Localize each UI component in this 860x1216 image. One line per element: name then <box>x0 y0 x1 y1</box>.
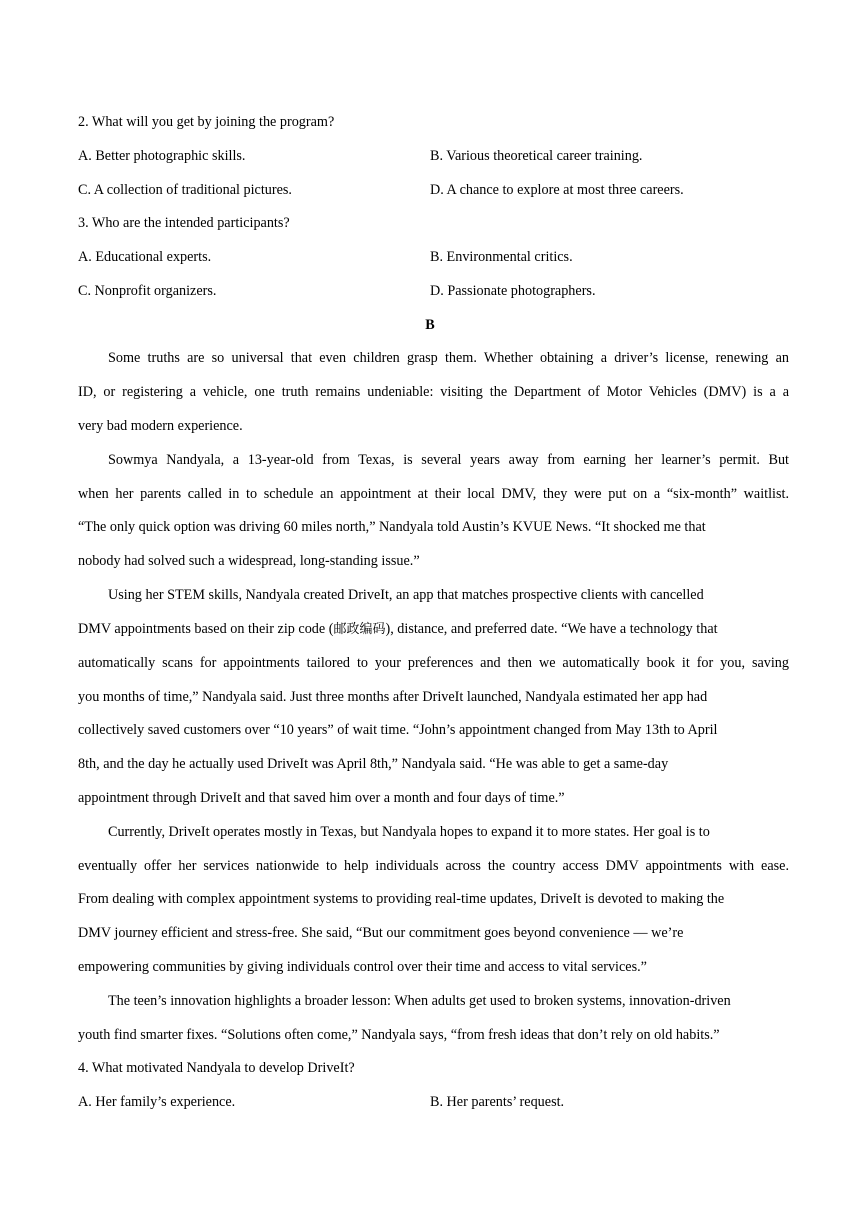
chinese-gloss: 邮政编码 <box>333 622 386 637</box>
q2-option-c: C. A collection of traditional pictures. <box>78 182 292 198</box>
passage-line: very bad modern experience. <box>78 418 243 434</box>
passage-text: ), distance, and preferred date. “We have a technology that <box>385 621 718 637</box>
q2-option-d: D. A chance to explore at most three careers. <box>430 182 684 198</box>
passage-line: The teen’s innovation highlights a broader lesson: When adults get used to broken systems, innovation-driven <box>108 993 731 1009</box>
passage-line-with-gloss <box>78 620 718 639</box>
question-2: 2. What will you get by joining the program? <box>78 114 335 130</box>
question-4: 4. What motivated Nandyala to develop DriveIt? <box>78 1060 355 1076</box>
question-3: 3. Who are the intended participants? <box>78 215 290 231</box>
passage-line: Some truths are so universal that even children grasp them. Whether obtaining a driver’s license, renewing an <box>108 350 789 366</box>
passage-line: From dealing with complex appointment systems to providing real-time updates, DriveIt is devoted to making the <box>78 891 725 907</box>
passage-line: when her parents called in to schedule an appointment at their local DMV, they were put on a “six-month” waitlist. <box>78 486 789 502</box>
passage-line: you months of time,” Nandyala said. Just three months after DriveIt launched, Nandyala estimated her app had <box>78 689 708 705</box>
passage-line: appointment through DriveIt and that saved him over a month and four days of time.” <box>78 790 565 806</box>
passage-line: nobody had solved such a widespread, long-standing issue.” <box>78 553 420 569</box>
q3-option-c: C. Nonprofit organizers. <box>78 283 217 299</box>
passage-line: automatically scans for appointments tailored to your preferences and then we automatically book it for you, saving <box>78 655 789 671</box>
passage-text: DMV appointments based on their zip code ( <box>78 621 334 637</box>
q4-option-a: A. Her family’s experience. <box>78 1094 236 1110</box>
q2-option-b: B. Various theoretical career training. <box>430 148 643 164</box>
q3-option-b: B. Environmental critics. <box>430 249 573 265</box>
passage-line: youth find smarter fixes. “Solutions often come,” Nandyala says, “from fresh ideas that don’t rely on old habits.” <box>78 1027 720 1043</box>
q4-option-b: B. Her parents’ request. <box>430 1094 565 1110</box>
passage-line: Using her STEM skills, Nandyala created DriveIt, an app that matches prospective clients with cancelled <box>108 587 704 603</box>
q2-option-a: A. Better photographic skills. <box>78 148 246 164</box>
q3-option-a: A. Educational experts. <box>78 249 212 265</box>
passage-line: Sowmya Nandyala, a 13-year-old from Texas, is several years away from earning her learner’s permit. But <box>108 452 789 468</box>
q3-option-d: D. Passionate photographers. <box>430 283 596 299</box>
section-heading: B <box>425 317 435 333</box>
passage-line: collectively saved customers over “10 years” of wait time. “John’s appointment changed from May 13th to April <box>78 722 718 738</box>
passage-line: ID, or registering a vehicle, one truth remains undeniable: visiting the Department of Motor Vehicles (DMV) is a a <box>78 384 789 400</box>
passage-line: empowering communities by giving individuals control over their time and access to vital services.” <box>78 959 647 975</box>
passage-line: Currently, DriveIt operates mostly in Texas, but Nandyala hopes to expand it to more states. Her goal is to <box>108 824 710 840</box>
passage-line: DMV journey efficient and stress-free. She said, “But our commitment goes beyond convenience — we’re <box>78 925 684 941</box>
passage-line: “The only quick option was driving 60 miles north,” Nandyala told Austin’s KVUE News. “It shocked me that <box>78 519 706 535</box>
passage-line: eventually offer her services nationwide to help individuals across the country access DMV appointments with ease. <box>78 858 789 874</box>
passage-line: 8th, and the day he actually used DriveIt was April 8th,” Nandyala said. “He was able to get a same-day <box>78 756 669 772</box>
